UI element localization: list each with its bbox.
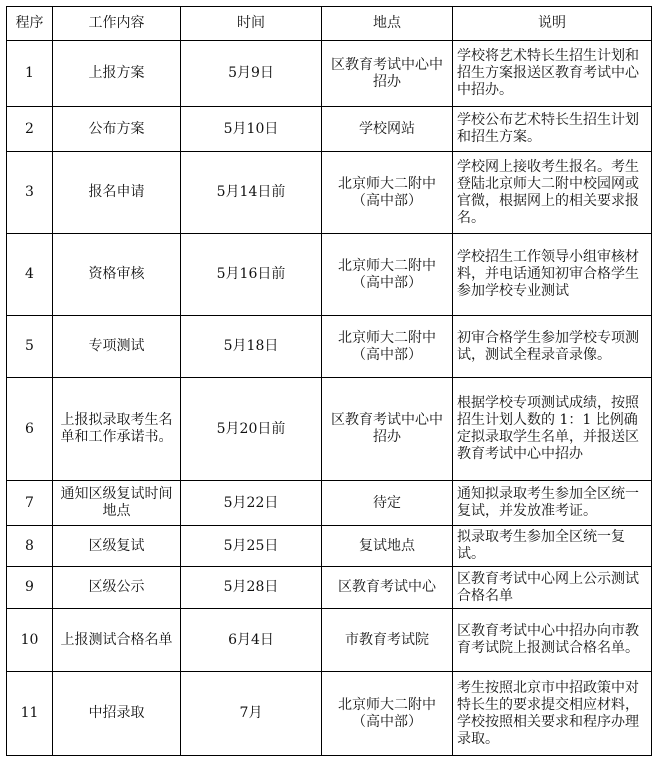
cell-time: 5月14日前: [181, 152, 322, 234]
cell-task: 报名申请: [53, 152, 181, 234]
cell-task: 上报拟录取考生名单和工作承诺书。: [53, 378, 181, 481]
cell-time: 5月18日: [181, 316, 322, 378]
table-row: [7, 234, 652, 316]
schedule-table: [6, 6, 652, 756]
cell-time: 7月: [181, 672, 322, 756]
cell-place: 待定: [322, 481, 453, 526]
header-step: 程序: [7, 7, 53, 41]
cell-place: 区教育考试中心中招办: [322, 378, 453, 481]
cell-step: 11: [7, 672, 53, 756]
table-row: [7, 152, 652, 234]
cell-time: 5月22日: [181, 481, 322, 526]
cell-note: 区教育考试中心中招办向市教育考试院上报测试合格名单。: [453, 609, 652, 672]
table-row: [7, 107, 652, 152]
table-row: [7, 672, 652, 756]
cell-task: 资格审核: [53, 234, 181, 316]
header-time: 时间: [181, 7, 322, 41]
cell-step: 5: [7, 316, 53, 378]
cell-place: 学校网站: [322, 107, 453, 152]
cell-step: 6: [7, 378, 53, 481]
cell-time: 6月4日: [181, 609, 322, 672]
cell-note: 学校招生工作领导小组审核材料，并电话通知初审合格学生参加学校专业测试: [453, 234, 652, 316]
cell-note: 通知拟录取考生参加全区统一复试，并发放准考证。: [453, 481, 652, 526]
cell-note: 根据学校专项测试成绩，按照招生计划人数的 1：1 比例确定拟录取学生名单，并报送区教育考试中心中招办: [453, 378, 652, 481]
cell-time: 5月28日: [181, 567, 322, 609]
cell-step: 7: [7, 481, 53, 526]
table-row: [7, 316, 652, 378]
cell-note: 学校公布艺术特长生招生计划和招生方案。: [453, 107, 652, 152]
cell-task: 公布方案: [53, 107, 181, 152]
cell-task: 区级复试: [53, 526, 181, 567]
cell-task: 专项测试: [53, 316, 181, 378]
cell-step: 4: [7, 234, 53, 316]
table-row: [7, 378, 652, 481]
cell-step: 2: [7, 107, 53, 152]
cell-step: 1: [7, 41, 53, 107]
cell-step: 9: [7, 567, 53, 609]
cell-time: 5月10日: [181, 107, 322, 152]
table-row: [7, 481, 652, 526]
cell-place: 区教育考试中心: [322, 567, 453, 609]
cell-time: 5月20日前: [181, 378, 322, 481]
header-task: 工作内容: [53, 7, 181, 41]
cell-time: 5月25日: [181, 526, 322, 567]
table-row: [7, 609, 652, 672]
cell-place: 北京师大二附中（高中部）: [322, 152, 453, 234]
table-row: [7, 567, 652, 609]
header-note: 说明: [453, 7, 652, 41]
cell-note: 初审合格学生参加学校专项测试，测试全程录音录像。: [453, 316, 652, 378]
cell-task: 中招录取: [53, 672, 181, 756]
cell-time: 5月16日前: [181, 234, 322, 316]
cell-place: 区教育考试中心中招办: [322, 41, 453, 107]
cell-place: 北京师大二附中（高中部）: [322, 234, 453, 316]
header-place: 地点: [322, 7, 453, 41]
cell-note: 拟录取考生参加全区统一复试。: [453, 526, 652, 567]
cell-note: 学校网上接收考生报名。考生登陆北京师大二附中校园网或官微，根据网上的相关要求报名。: [453, 152, 652, 234]
cell-task: 通知区级复试时间地点: [53, 481, 181, 526]
cell-note: 考生按照北京市中招政策中对特长生的要求提交相应材料，学校按照相关要求和程序办理录取。: [453, 672, 652, 756]
cell-place: 复试地点: [322, 526, 453, 567]
cell-step: 10: [7, 609, 53, 672]
header-row: [7, 7, 652, 41]
cell-task: 区级公示: [53, 567, 181, 609]
cell-time: 5月9日: [181, 41, 322, 107]
cell-place: 北京师大二附中（高中部）: [322, 672, 453, 756]
table-row: [7, 526, 652, 567]
cell-step: 8: [7, 526, 53, 567]
cell-step: 3: [7, 152, 53, 234]
cell-place: 北京师大二附中（高中部）: [322, 316, 453, 378]
cell-task: 上报方案: [53, 41, 181, 107]
cell-place: 市教育考试院: [322, 609, 453, 672]
table-row: [7, 41, 652, 107]
cell-task: 上报测试合格名单: [53, 609, 181, 672]
cell-note: 学校将艺术特长生招生计划和招生方案报送区教育考试中心中招办。: [453, 41, 652, 107]
cell-note: 区教育考试中心网上公示测试合格名单: [453, 567, 652, 609]
